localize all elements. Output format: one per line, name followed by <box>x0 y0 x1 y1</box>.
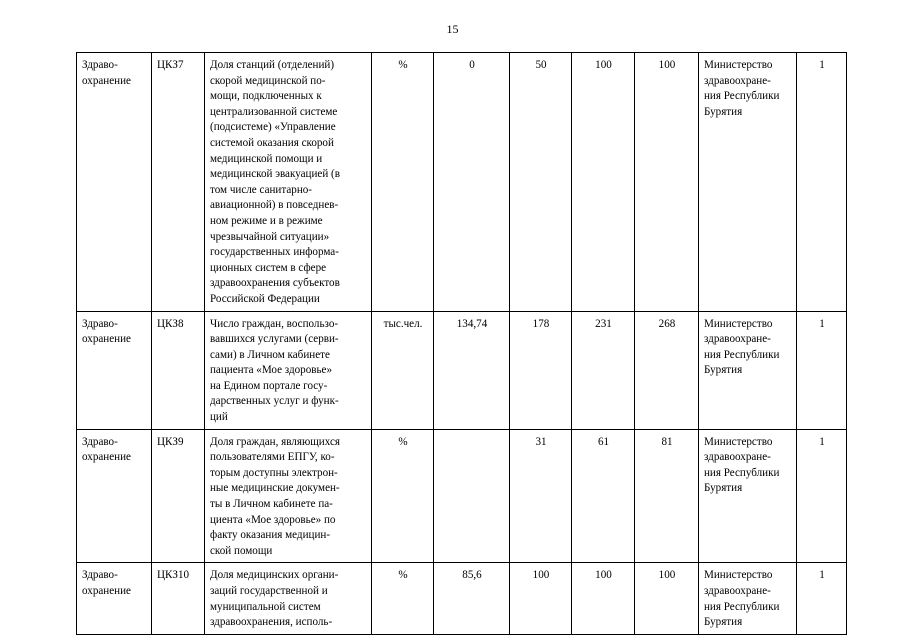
value-2023-text: 100 <box>595 59 612 71</box>
sphere-cell <box>77 311 152 429</box>
value-2023-cell <box>572 563 635 634</box>
base-value-text: 134,74 <box>456 317 488 330</box>
indicator-text: Доля граждан, являющихся пользователями ЕПГУ, ко- торым доступны электрон- ные медицинские докумен- ты в Личном кабинете па- циента «Мое здоровье» по факту оказания медицин- ской помощи <box>210 435 340 557</box>
indicator-cell <box>205 429 372 563</box>
value-2023-text: 100 <box>595 569 612 582</box>
responsible-text: Министерство здравоохране- ния Республики Бурятия <box>704 435 780 495</box>
table-row <box>77 429 847 563</box>
indicator-cell <box>205 563 372 634</box>
value-2022-text: 50 <box>535 59 547 71</box>
value-2023-cell <box>572 311 635 429</box>
responsible-text: Министерство здравоохране- ния Республики Бурятия <box>704 59 780 118</box>
indicator-cell <box>205 53 372 312</box>
base-value-cell <box>434 429 510 563</box>
table-row <box>77 311 847 429</box>
unit-text: % <box>398 435 408 448</box>
value-2022-text: 31 <box>535 435 547 448</box>
sphere-text: Здраво- охранение <box>82 59 131 87</box>
unit-cell <box>372 429 434 563</box>
responsible-cell <box>699 563 797 634</box>
unit-text: % <box>398 59 408 71</box>
value-2024-cell <box>635 563 699 634</box>
value-2024-cell <box>635 53 699 312</box>
code-text: ЦКЗ10 <box>157 569 190 582</box>
code-text: ЦКЗ9 <box>157 435 184 448</box>
value-2024-text: 81 <box>661 435 673 448</box>
value-2023-text: 61 <box>597 435 610 448</box>
sphere-cell <box>77 53 152 312</box>
value-2024-cell <box>635 429 699 563</box>
indicator-text: Доля станций (отделений) скорой медицинской по- мощи, подключенных к централизованной системе (подсистеме) «Управление системой оказания скорой медицинской помощи и медицинской эвакуацией (в том числе санитарно- авиационной) в повседнев- ном режиме и в режиме чрезвычайной ситуации» государственных информа- ционных систем в сфере здравоохранения субъектов Российской Федерации <box>210 59 340 305</box>
flag-cell <box>797 53 847 312</box>
flag-cell <box>797 429 847 563</box>
value-2024-cell <box>635 311 699 429</box>
flag-cell <box>797 311 847 429</box>
sphere-cell <box>77 429 152 563</box>
unit-cell <box>372 311 434 429</box>
responsible-cell <box>699 429 797 563</box>
unit-cell <box>372 563 434 634</box>
value-2023-text: 231 <box>595 317 612 330</box>
value-2022-cell <box>510 563 572 634</box>
value-2022-cell <box>510 53 572 312</box>
responsible-text: Министерство здравоохране- ния Республики Бурятия <box>704 317 780 377</box>
indicator-text: Число граждан, воспользо- вавшихся услугами (серви- сами) в Личном кабинете пациента «Мое здоровье» на Едином портале госу- дарственных услуг и функ- ций <box>210 317 339 424</box>
indicator-text: Доля медицинских органи- заций государственной и муниципальной систем здравоохранения, исполь- <box>210 569 339 629</box>
value-2023-cell <box>572 53 635 312</box>
code-cell <box>152 429 205 563</box>
flag-text: 1 <box>819 59 825 71</box>
base-value-text: 0 <box>469 59 475 71</box>
unit-text: тыс.чел. <box>383 317 423 330</box>
flag-text: 1 <box>819 435 825 448</box>
flag-cell <box>797 563 847 634</box>
base-value-cell <box>434 563 510 634</box>
flag-text: 1 <box>819 569 825 582</box>
sphere-text: Здраво- охранение <box>82 569 131 597</box>
flag-text: 1 <box>819 317 825 330</box>
code-cell <box>152 311 205 429</box>
base-value-cell <box>434 53 510 312</box>
sphere-text: Здраво- охранение <box>82 317 131 346</box>
page-number: 15 <box>446 22 459 36</box>
value-2022-text: 100 <box>532 569 550 582</box>
unit-cell <box>372 53 434 312</box>
value-2022-cell <box>510 311 572 429</box>
value-2024-text: 268 <box>658 317 676 330</box>
sphere-cell <box>77 563 152 634</box>
responsible-text: Министерство здравоохране- ния Республики Бурятия <box>704 569 780 629</box>
table-row <box>77 563 847 634</box>
code-text: ЦКЗ8 <box>157 317 184 330</box>
base-value-text: 85,6 <box>462 569 482 582</box>
responsible-cell <box>699 311 797 429</box>
unit-text: % <box>398 569 408 582</box>
value-2023-cell <box>572 429 635 563</box>
code-cell <box>152 53 205 312</box>
code-cell <box>152 563 205 634</box>
base-value-cell <box>434 311 510 429</box>
sphere-text: Здраво- охранение <box>82 435 131 464</box>
responsible-cell <box>699 53 797 312</box>
indicator-cell <box>205 311 372 429</box>
value-2024-text: 100 <box>658 59 676 71</box>
value-2024-text: 100 <box>658 569 676 582</box>
table-row <box>77 53 847 312</box>
indicators-table <box>76 52 847 635</box>
value-2022-text: 178 <box>532 317 550 330</box>
value-2022-cell <box>510 429 572 563</box>
code-text: ЦКЗ7 <box>157 59 184 71</box>
